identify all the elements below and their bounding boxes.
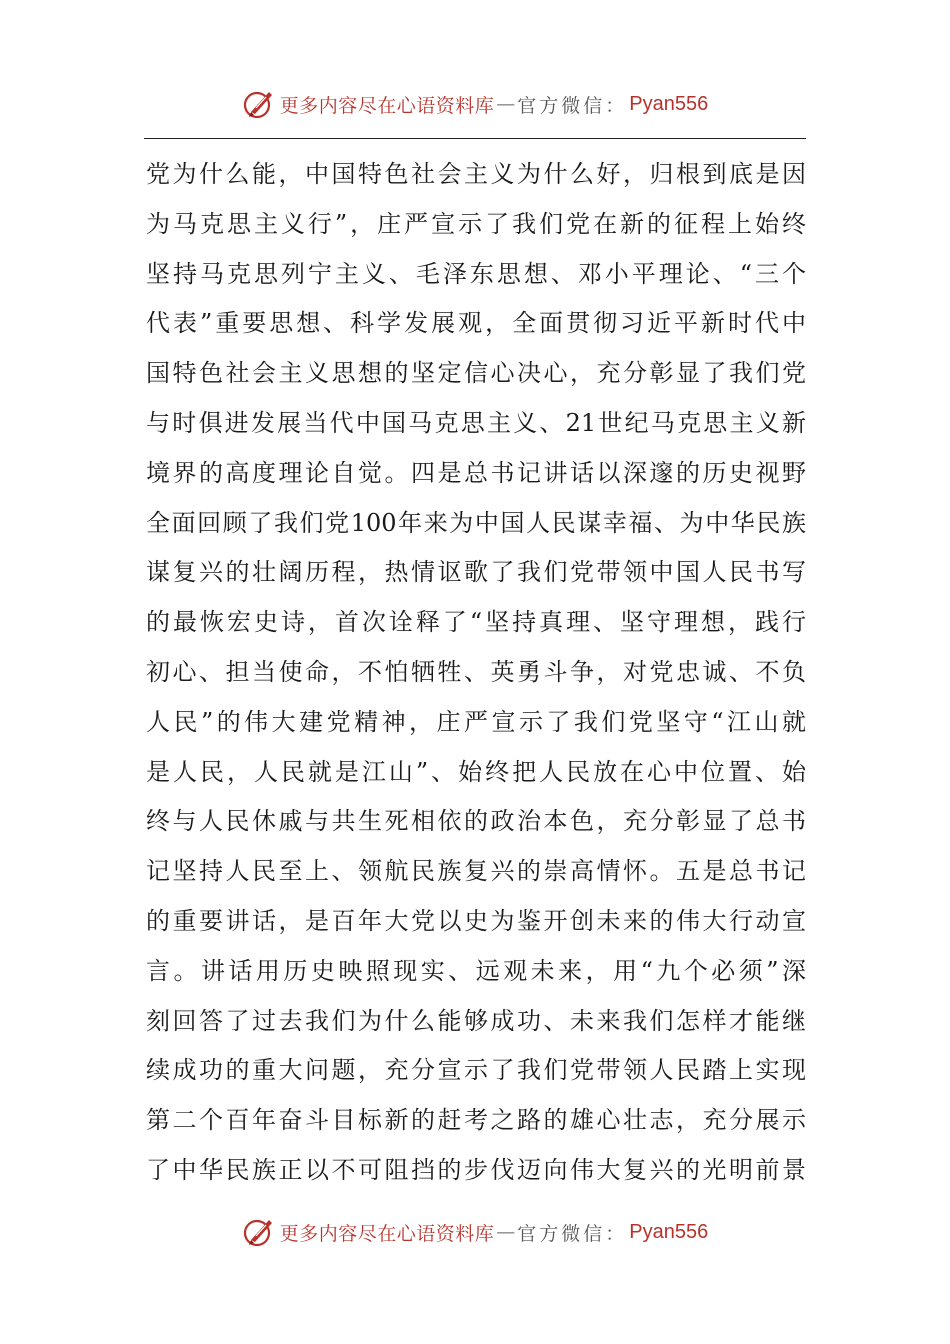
text-line: 初心、担当使命，不怕牺牲、英勇斗争，对党忠诚、不负	[146, 657, 806, 686]
text-line: 坚持马克思列宁主义、毛泽东思想、邓小平理论、“三个	[146, 259, 806, 288]
text-line: 是人民，人民就是江山”、始终把人民放在心中位置、始	[146, 757, 806, 786]
text-line: 代表”重要思想、科学发展观，全面贯彻习近平新时代中	[146, 309, 806, 338]
header-divider	[144, 138, 806, 139]
header-site-text: 更多内容尽在心语资料库	[279, 94, 495, 117]
text-line: 言。讲话用历史映照现实、远观未来，用“九个必须”深	[146, 956, 806, 985]
text-line: 第二个百年奋斗目标新的赶考之路的雄心壮志，充分展示	[146, 1106, 806, 1135]
text-line: 谋复兴的壮阔历程，热情讴歌了我们党带领中国人民书写	[146, 558, 806, 587]
text-line: 境界的高度理论自觉。四是总书记讲话以深邃的历史视野	[146, 458, 806, 487]
text-line: 与时俱进发展当代中国马克思主义、21世纪马克思主义新	[146, 408, 806, 437]
document-body	[146, 150, 806, 1196]
header-separator: —	[496, 93, 516, 115]
text-line: 为马克思主义行”，庄严宣示了我们党在新的征程上始终	[146, 209, 806, 238]
text-line: 人民”的伟大建党精神，庄严宣示了我们党坚守“江山就	[146, 707, 806, 736]
footer-site-text: 更多内容尽在心语资料库	[279, 1222, 495, 1245]
header-wechat-label: 官方微信：	[517, 94, 628, 117]
footer-separator: —	[496, 1221, 516, 1243]
text-line: 记坚持人民至上、领航民族复兴的崇高情怀。五是总书记	[146, 857, 806, 886]
text-line: 刻回答了过去我们为什么能够成功、未来我们怎样才能继	[146, 1006, 806, 1035]
text-line: 了中华民族正以不可阻挡的步伐迈向伟大复兴的光明前景	[146, 1155, 806, 1184]
quill-pen-logo-icon	[242, 1215, 276, 1249]
footer-wechat-label: 官方微信：	[517, 1222, 628, 1245]
text-line: 全面回顾了我们党100年来为中国人民谋幸福、为中华民族	[146, 508, 806, 537]
text-line: 终与人民休戚与共生死相依的政治本色，充分彰显了总书	[146, 807, 806, 836]
header-wechat-id: Pyan556	[629, 92, 709, 115]
text-line: 党为什么能，中国特色社会主义为什么好，归根到底是因	[146, 160, 806, 188]
text-line: 续成功的重大问题，充分宣示了我们党带领人民踏上实现	[146, 1056, 806, 1085]
footer-banner	[0, 1212, 950, 1252]
text-line: 国特色社会主义思想的坚定信心决心，充分彰显了我们党	[146, 359, 806, 388]
header-banner	[0, 84, 950, 124]
footer-wechat-id: Pyan556	[629, 1220, 709, 1243]
text-line: 的重要讲话，是百年大党以史为鉴开创未来的伟大行动宣	[146, 906, 806, 935]
text-line: 的最恢宏史诗，首次诠释了“坚持真理、坚守理想，践行	[146, 608, 806, 637]
quill-pen-logo-icon	[242, 87, 276, 121]
